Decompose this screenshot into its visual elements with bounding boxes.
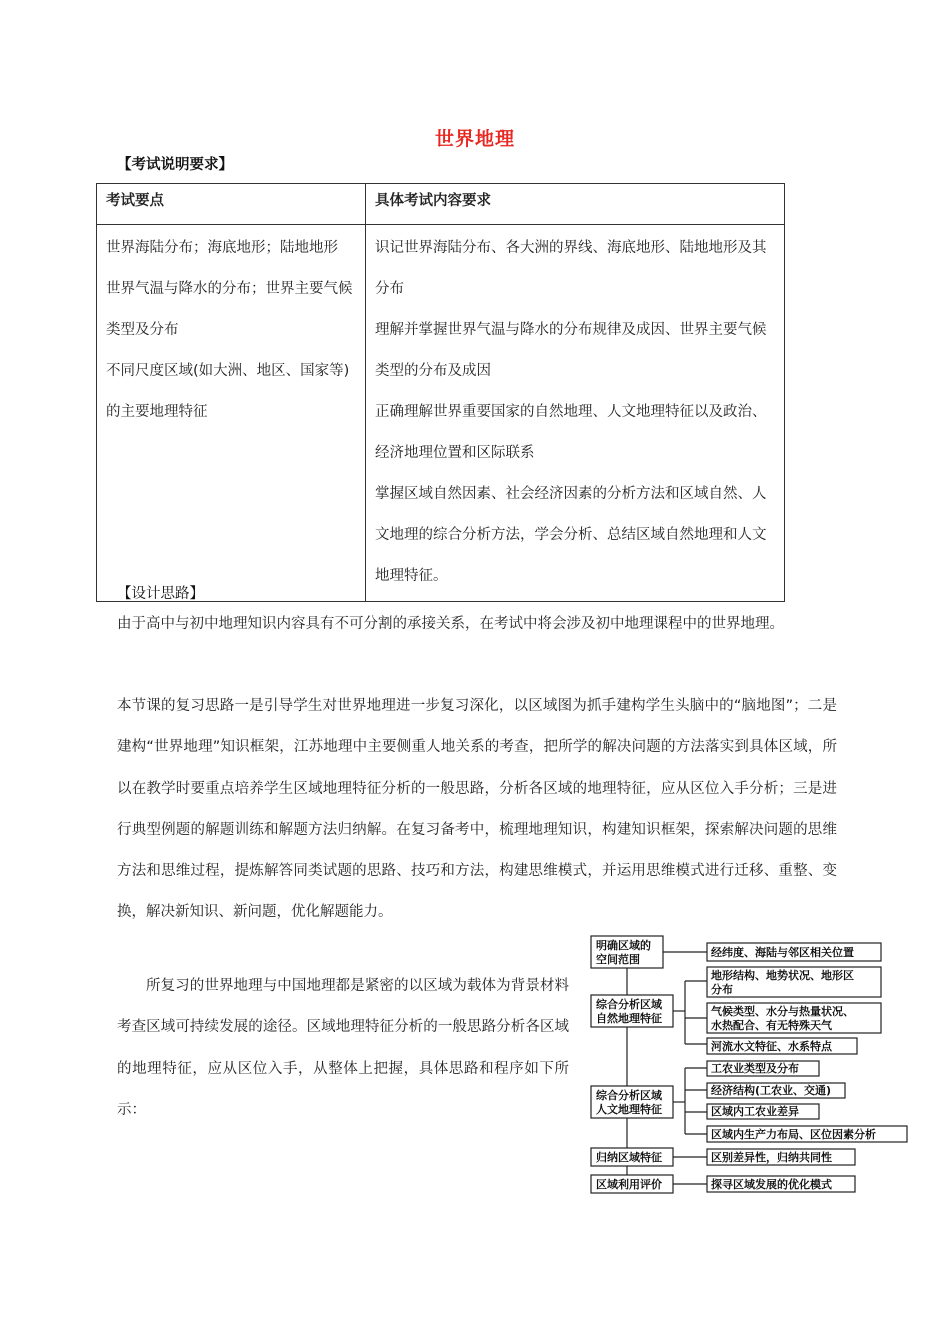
branch-evaluate: 探寻区域发展的优化模式 — [711, 1178, 832, 1191]
key-point: 世界气温与降水的分布；世界主要气候类型及分布 — [106, 281, 353, 338]
branch-productivity-layout: 区域内生产力布局、区位因素分析 — [711, 1128, 876, 1141]
key-point: 不同尺度区域(如大洲、地区、国家等)的主要地理特征 — [106, 363, 350, 420]
exam-requirements-table — [96, 183, 785, 602]
branch-climate-line-2: 水热配合、有无特殊天气 — [711, 1019, 832, 1032]
key-point: 世界海陆分布；海底地形；陆地地形 — [106, 240, 338, 256]
branch-economic-structure: 经济结构(工农业、交通) — [711, 1084, 832, 1097]
main-step-4: 归纳区域特征 — [596, 1151, 662, 1164]
key-points-cell — [97, 225, 366, 602]
table-header-row — [97, 184, 785, 225]
table-row — [97, 225, 785, 602]
branch-industry-types: 工农业类型及分布 — [711, 1062, 799, 1075]
branch-terrain-line-2: 分布 — [711, 983, 733, 996]
requirement: 理解并掌握世界气温与降水的分布规律及成因、世界主要气候类型的分布及成因 — [375, 322, 767, 379]
branch-climate-line-1: 气候类型、水分与热量状况、 — [711, 1005, 854, 1018]
paragraph-1: 由于高中与初中地理知识内容具有不可分割的承接关系，在考试中将会涉及初中地理课程中的世界地理。 — [117, 616, 784, 632]
main-step-2-line-2: 自然地理特征 — [596, 1012, 662, 1025]
paragraph-2: 本节课的复习思路一是引导学生对世界地理进一步复习深化，以区域图为抓手建构学生头脑中的“脑地图”；二是建构“世界地理”知识框架，江苏地理中主要侧重人地关系的考查，把所学的解决问题的方法落实到具体区域，所以在教学时要重点培养学生区域地理特征分析的一般思路，分析各区域的地理特征，应从区位入手分析；三是进行典型例题的解题训练和解题方法归纳解。在复习备考中，梳理地理知识，构建知识框架，探索解决问题的思维方法和思维过程，提炼解答同类试题的思路、技巧和方法，构建思维模式，并运用思维模式进行迁移、重整、变换，解决新知识、新问题，优化解题能力。 — [117, 698, 837, 921]
requirement: 掌握区域自然因素、社会经济因素的分析方法和区域自然、人文地理的综合分析方法，学会分析、总结区域自然地理和人文地理特征。 — [375, 486, 767, 584]
main-step-3-line-2: 人文地理特征 — [596, 1103, 662, 1116]
branch-summarize: 区别差异性，归纳共同性 — [711, 1151, 832, 1164]
branch-industry-differences: 区域内工农业差异 — [711, 1105, 799, 1118]
table-header-requirements: 具体考试内容要求 — [366, 184, 785, 225]
branch-terrain-line-1: 地形结构、地势状况、地形区 — [711, 969, 854, 982]
main-step-1-line-1: 明确区域的 — [596, 939, 651, 952]
main-step-2-line-1: 综合分析区域 — [596, 998, 662, 1011]
page-title: 世界地理 — [434, 128, 515, 150]
branch-hydrology: 河流水文特征、水系特点 — [711, 1040, 832, 1053]
requirements-cell — [366, 225, 785, 602]
main-step-5: 区域利用评价 — [596, 1178, 662, 1191]
exam-requirements-heading: 【考试说明要求】 — [117, 157, 233, 173]
main-step-1-line-2: 空间范围 — [596, 953, 640, 966]
main-step-3-line-1: 综合分析区域 — [596, 1089, 662, 1102]
table-header-key-points: 考试要点 — [97, 184, 366, 225]
region-analysis-flowchart — [585, 934, 915, 1199]
branch-location: 经纬度、海陆与邻区相关位置 — [711, 946, 854, 959]
requirement: 正确理解世界重要国家的自然地理、人文地理特征以及政治、经济地理位置和区际联系 — [375, 404, 767, 461]
paragraph-3: 所复习的世界地理与中国地理都是紧密的以区域为载体为背景材料考查区域可持续发展的途径。区域地理特征分析的一般思路分析各区域的地理特征，应从区位入手，从整体上把握，具体思路和程序如下所示： — [117, 978, 569, 1118]
design-thinking-heading: 【设计思路】 — [117, 586, 204, 602]
requirement: 识记世界海陆分布、各大洲的界线、海底地形、陆地地形及其分布 — [375, 240, 767, 297]
